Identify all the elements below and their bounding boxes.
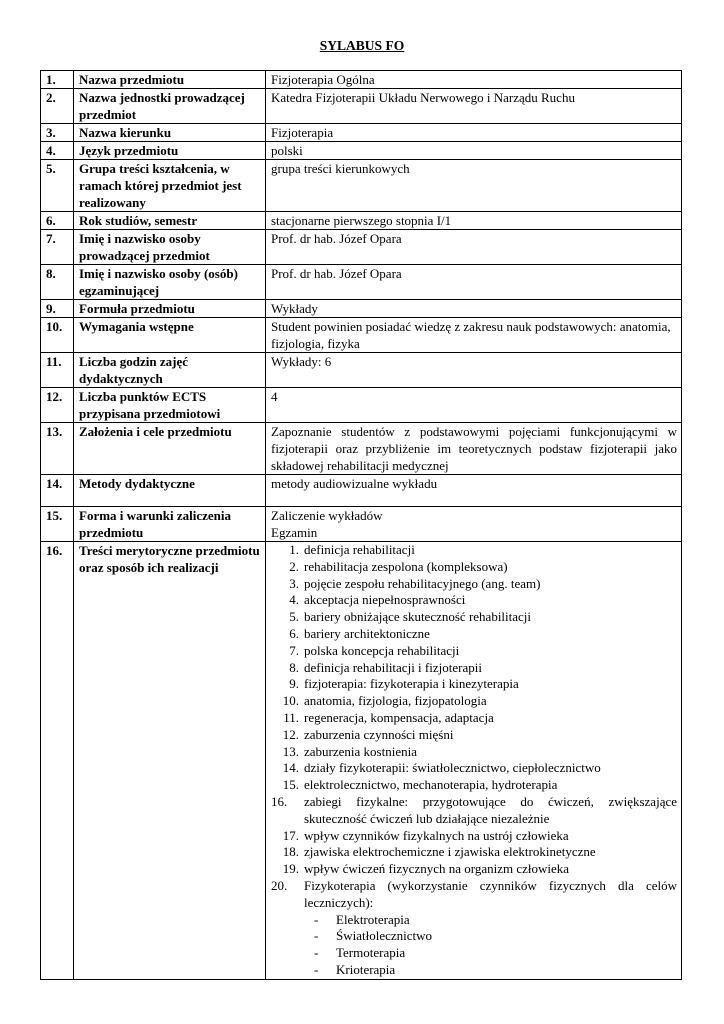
row-number: 6.: [41, 212, 74, 230]
list-item: [271, 660, 677, 677]
value-line: Zaliczenie wykładów: [271, 508, 383, 523]
list-item: [271, 844, 677, 861]
list-item-text: rehabilitacja zespolona (kompleksowa): [304, 558, 508, 574]
list-item-text: wpływ ćwiczeń fizycznych na organizm człowieka: [304, 861, 570, 877]
table-row: [41, 124, 682, 142]
row-value: stacjonarne pierwszego stopnia I/1: [266, 212, 682, 230]
list-item-number: 16.: [271, 793, 288, 809]
row-number: 10.: [41, 318, 74, 353]
list-item-text: elektrolecznictwo, mechanoterapia, hydroterapia: [304, 777, 558, 793]
list-item: [271, 794, 677, 828]
row-number: 15.: [41, 507, 74, 542]
list-item-number: 2.: [289, 558, 299, 574]
table-row: [41, 230, 682, 265]
table-row: [41, 423, 682, 475]
row-label: Grupa treści kształcenia, w ramach której przedmiot jest realizowany: [74, 160, 266, 212]
row-value: grupa treści kierunkowych: [266, 160, 682, 212]
row-number: 12.: [41, 388, 74, 423]
list-item: [271, 626, 677, 643]
row-value: [266, 542, 682, 980]
table-row: [41, 71, 682, 89]
topics-list: [271, 542, 677, 912]
list-item: [271, 710, 677, 727]
list-item-number: 8.: [289, 659, 299, 675]
list-item: [304, 912, 677, 929]
row-label: Imię i nazwisko osoby (osób) egzaminującej: [74, 265, 266, 300]
dash-bullet: -: [314, 961, 319, 977]
list-item: [271, 760, 677, 777]
row-value: Student powinien posiadać wiedzę z zakresu nauk podstawowych: anatomia, fizjologia, fizyka: [266, 318, 682, 353]
subtopics-list: [304, 912, 677, 979]
dash-bullet: -: [314, 928, 319, 944]
list-item-text: bariery obniżające skuteczność rehabilitacji: [304, 609, 532, 625]
list-item-number: 1.: [289, 542, 299, 557]
list-item-text: fizjoterapia: fizykoterapia i kinezyterapia: [304, 676, 519, 692]
row-number: 14.: [41, 475, 74, 507]
table-row: [41, 507, 682, 542]
row-number: 5.: [41, 160, 74, 212]
list-item-number: 17.: [282, 827, 299, 843]
list-item-number: 14.: [282, 760, 299, 776]
row-label: Nazwa przedmiotu: [74, 71, 266, 89]
row-value: metody audiowizualne wykładu: [266, 475, 682, 507]
syllabus-table: [40, 70, 682, 980]
list-item-number: 4.: [289, 592, 299, 608]
row-label: Rok studiów, semestr: [74, 212, 266, 230]
list-item-number: 20.: [271, 877, 288, 893]
document-title: SYLABUS FO: [319, 38, 405, 53]
row-label: Liczba godzin zajęć dydaktycznych: [74, 353, 266, 388]
row-number: 16.: [41, 542, 74, 980]
list-item-text: Krioterapia: [336, 961, 396, 977]
table-row: [41, 388, 682, 423]
list-item: [304, 945, 677, 962]
row-number: 8.: [41, 265, 74, 300]
list-item: [304, 928, 677, 945]
row-label: Treści merytoryczne przedmiotu oraz sposób ich realizacji: [74, 542, 266, 980]
table-row: [41, 89, 682, 124]
dash-bullet: -: [314, 945, 319, 961]
list-item: [304, 962, 677, 979]
list-item-number: 19.: [282, 861, 299, 877]
list-item-number: 7.: [289, 642, 299, 658]
list-item: [271, 542, 677, 559]
row-label: Liczba punktów ECTS przypisana przedmiotowi: [74, 388, 266, 423]
row-value: Fizjoterapia Ogólna: [266, 71, 682, 89]
list-item-text: zjawiska elektrochemiczne i zjawiska elektrokinetyczne: [304, 844, 596, 860]
table-row: [41, 142, 682, 160]
row-number: 2.: [41, 89, 74, 124]
row-value: polski: [266, 142, 682, 160]
list-item-text: zabiegi fizykalne: przygotowujące do ćwiczeń, zwiększające skuteczność ćwiczeń lub działające niezależnie: [304, 793, 677, 826]
row-label: Nazwa kierunku: [74, 124, 266, 142]
list-item-number: 18.: [282, 844, 299, 860]
list-item: [271, 727, 677, 744]
list-item: [271, 693, 677, 710]
list-item-text: Termoterapia: [336, 945, 406, 961]
list-item-text: Fizykoterapia (wykorzystanie czynników fizycznych dla celów leczniczych):: [304, 877, 677, 910]
list-item: [271, 592, 677, 609]
list-item: [271, 576, 677, 593]
row-value: Zapoznanie studentów z podstawowymi pojęciami funkcjonującymi w fizjoterapii oraz przybliżenie im teoretycznych podstaw fizjoterapii jako składowej rehabilitacji medycznej: [266, 423, 682, 475]
row-number: 4.: [41, 142, 74, 160]
list-item-text: zaburzenia kostnienia: [304, 743, 417, 759]
list-item: [271, 643, 677, 660]
table-row: [41, 300, 682, 318]
list-item-text: definicja rehabilitacji i fizjoterapii: [304, 659, 482, 675]
list-item-text: definicja rehabilitacji: [304, 542, 415, 557]
list-item-text: Elektroterapia: [336, 911, 410, 927]
list-item-number: 11.: [283, 709, 299, 725]
row-label: Forma i warunki zaliczenia przedmiotu: [74, 507, 266, 542]
row-value: Wykłady: [266, 300, 682, 318]
list-item-text: zaburzenia czynności mięśni: [304, 726, 454, 742]
row-label: Metody dydaktyczne: [74, 475, 266, 507]
table-row: [41, 265, 682, 300]
table-row: [41, 475, 682, 507]
list-item-number: 15.: [282, 777, 299, 793]
row-label: Imię i nazwisko osoby prowadzącej przedmiot: [74, 230, 266, 265]
row-label: Założenia i cele przedmiotu: [74, 423, 266, 475]
row-label: Wymagania wstępne: [74, 318, 266, 353]
value-line: Egzamin: [271, 525, 318, 540]
list-item: [271, 609, 677, 626]
list-item-text: działy fizykoterapii: światłolecznictwo, ciepłolecznictwo: [304, 760, 601, 776]
list-item-text: regeneracja, kompensacja, adaptacja: [304, 709, 494, 725]
list-item-number: 9.: [289, 676, 299, 692]
row-number: 9.: [41, 300, 74, 318]
row-value: Prof. dr hab. Józef Opara: [266, 230, 682, 265]
list-item-text: wpływ czynników fizykalnych na ustrój człowieka: [304, 827, 569, 843]
list-item: [271, 878, 677, 912]
row-number: 7.: [41, 230, 74, 265]
list-item-text: akceptacja niepełnosprawności: [304, 592, 466, 608]
list-item-text: Światłolecznictwo: [336, 928, 433, 944]
dash-bullet: -: [314, 911, 319, 927]
table-row: [41, 212, 682, 230]
row-number: 13.: [41, 423, 74, 475]
row-number: 3.: [41, 124, 74, 142]
list-item: [271, 777, 677, 794]
list-item-number: 3.: [289, 575, 299, 591]
list-item: [271, 828, 677, 845]
table-row: [41, 160, 682, 212]
list-item-text: bariery architektoniczne: [304, 625, 430, 641]
table-row: [41, 353, 682, 388]
row-label: Język przedmiotu: [74, 142, 266, 160]
table-row: [41, 542, 682, 980]
row-number: 11.: [41, 353, 74, 388]
list-item-text: polska koncepcja rehabilitacji: [304, 642, 460, 658]
list-item-number: 12.: [282, 726, 299, 742]
row-label: Nazwa jednostki prowadzącej przedmiot: [74, 89, 266, 124]
list-item-text: pojęcie zespołu rehabilitacyjnego (ang. team): [304, 575, 541, 591]
list-item: [271, 861, 677, 878]
list-item-number: 5.: [289, 609, 299, 625]
row-number: 1.: [41, 71, 74, 89]
list-item-number: 13.: [282, 743, 299, 759]
row-value: 4: [266, 388, 682, 423]
row-label: Formuła przedmiotu: [74, 300, 266, 318]
list-item: [271, 559, 677, 576]
row-value: [266, 507, 682, 542]
row-value: Wykłady: 6: [266, 353, 682, 388]
list-item: [271, 676, 677, 693]
list-item-text: anatomia, fizjologia, fizjopatologia: [304, 693, 487, 709]
list-item: [271, 744, 677, 761]
table-row: [41, 318, 682, 353]
list-item-number: 10.: [282, 693, 299, 709]
row-value: Fizjoterapia: [266, 124, 682, 142]
row-value: Katedra Fizjoterapii Układu Nerwowego i Narządu Ruchu: [266, 89, 682, 124]
list-item-number: 6.: [289, 625, 299, 641]
row-value: Prof. dr hab. Józef Opara: [266, 265, 682, 300]
